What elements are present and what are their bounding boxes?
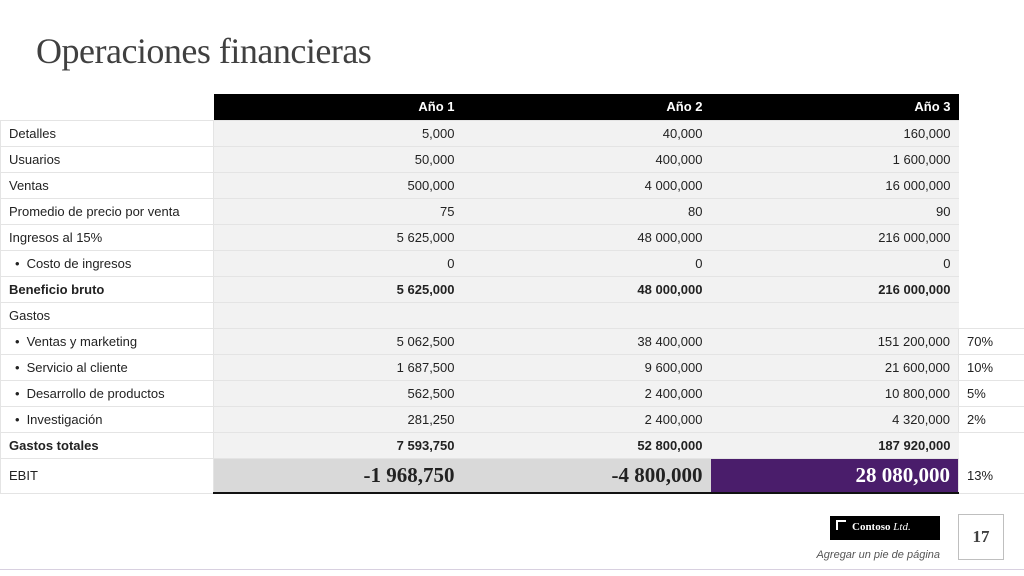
bullet-icon: • (15, 411, 20, 427)
cell-year-2: 4 000,000 (463, 172, 711, 198)
bullet-icon: • (15, 385, 20, 401)
row-label-text: Gastos (9, 307, 51, 323)
cell-year-1: 7 593,750 (214, 432, 463, 458)
cell-percent: 5% (959, 380, 1024, 406)
cell-year-3: 0 (711, 250, 959, 276)
financial-table (0, 94, 1024, 494)
table-row (1, 172, 1024, 198)
cell-year-3: 160,000 (711, 120, 959, 146)
cell-year-3: 21 600,000 (711, 354, 959, 380)
row-label (1, 302, 214, 328)
table-row (1, 224, 1024, 250)
cell-year-1: 281,250 (214, 406, 463, 432)
cell-year-1: 5 062,500 (214, 328, 463, 354)
table-header-row (1, 94, 1024, 120)
row-label-text: Promedio de precio por venta (9, 203, 180, 219)
cell-year-1: 50,000 (214, 146, 463, 172)
row-label-text: EBIT (9, 468, 38, 483)
row-label (1, 432, 214, 458)
table-row (1, 250, 1024, 276)
table-row (1, 198, 1024, 224)
cell-year-3: 216 000,000 (711, 276, 959, 302)
cell-percent (959, 432, 1024, 458)
cell-percent (959, 146, 1024, 172)
cell-year-3: 151 200,000 (711, 328, 959, 354)
table-row (1, 120, 1024, 146)
bullet-icon: • (15, 359, 20, 375)
cell-percent (959, 276, 1024, 302)
cell-year-3: 216 000,000 (711, 224, 959, 250)
cell-year-1: 1 687,500 (214, 354, 463, 380)
header-pct-blank (959, 94, 1024, 120)
row-label-text: Investigación (26, 411, 103, 427)
cell-year-3: 187 920,000 (711, 432, 959, 458)
cell-year-2: 48 000,000 (463, 224, 711, 250)
table-row (1, 354, 1024, 380)
row-label (1, 198, 214, 224)
cell-year-3: 10 800,000 (711, 380, 959, 406)
cell-percent: 10% (959, 354, 1024, 380)
company-logo (830, 516, 940, 540)
row-label (1, 354, 214, 380)
cell-year-3: 28 080,000 (711, 458, 959, 493)
cell-year-2: 48 000,000 (463, 276, 711, 302)
row-label-text: Ingresos al 15% (9, 229, 103, 245)
cell-percent: 2% (959, 406, 1024, 432)
slide-title: Operaciones financieras (36, 31, 372, 71)
row-label (1, 458, 214, 493)
cell-percent (959, 302, 1024, 328)
cell-percent: 13% (959, 458, 1024, 493)
cell-year-2: 38 400,000 (463, 328, 711, 354)
cell-year-2: -4 800,000 (463, 458, 711, 493)
page-number: 17 (958, 514, 1004, 560)
cell-year-1: 562,500 (214, 380, 463, 406)
row-label (1, 328, 214, 354)
table-row (1, 328, 1024, 354)
cell-percent (959, 250, 1024, 276)
table-row (1, 458, 1024, 493)
cell-percent (959, 172, 1024, 198)
row-label (1, 120, 214, 146)
cell-year-2: 2 400,000 (463, 380, 711, 406)
bullet-icon: • (15, 333, 20, 349)
cell-year-2: 400,000 (463, 146, 711, 172)
table-row (1, 146, 1024, 172)
table-row (1, 380, 1024, 406)
cell-year-1: 75 (214, 198, 463, 224)
cell-year-3: 90 (711, 198, 959, 224)
table-row (1, 432, 1024, 458)
cell-year-2: 9 600,000 (463, 354, 711, 380)
cell-year-3 (711, 302, 959, 328)
row-label (1, 380, 214, 406)
bullet-icon: • (15, 255, 20, 271)
cell-percent: 70% (959, 328, 1024, 354)
header-year-3: Año 3 (711, 94, 959, 120)
cell-year-1: 5,000 (214, 120, 463, 146)
cell-year-2: 2 400,000 (463, 406, 711, 432)
cell-year-1: -1 968,750 (214, 458, 463, 493)
cell-year-3: 1 600,000 (711, 146, 959, 172)
cell-percent (959, 120, 1024, 146)
table-row (1, 276, 1024, 302)
row-label-text: Servicio al cliente (26, 359, 128, 375)
header-year-2: Año 2 (463, 94, 711, 120)
logo-suffix: Ltd. (893, 521, 911, 533)
row-label-text: Usuarios (9, 151, 61, 167)
cell-year-3: 16 000,000 (711, 172, 959, 198)
cell-year-2: 40,000 (463, 120, 711, 146)
cell-year-2: 52 800,000 (463, 432, 711, 458)
logo-name: Contoso (852, 521, 891, 533)
row-label-text: Desarrollo de productos (26, 385, 165, 401)
row-label (1, 276, 214, 302)
row-label (1, 146, 214, 172)
cell-percent (959, 198, 1024, 224)
row-label-text: Gastos totales (9, 437, 99, 453)
row-label-text: Ventas (9, 177, 49, 193)
logo-corner-icon (836, 520, 846, 530)
row-label-text: Ventas y marketing (26, 333, 138, 349)
row-label (1, 250, 214, 276)
cell-year-1: 0 (214, 250, 463, 276)
cell-year-1: 500,000 (214, 172, 463, 198)
row-label (1, 172, 214, 198)
cell-year-1: 5 625,000 (214, 224, 463, 250)
cell-year-2: 80 (463, 198, 711, 224)
cell-year-2 (463, 302, 711, 328)
row-label (1, 406, 214, 432)
bottom-divider (0, 569, 1024, 570)
cell-year-2: 0 (463, 250, 711, 276)
row-label-text: Detalles (9, 125, 56, 141)
cell-year-1 (214, 302, 463, 328)
header-blank-cell (1, 94, 214, 120)
row-label (1, 224, 214, 250)
table-row (1, 302, 1024, 328)
cell-percent (959, 224, 1024, 250)
cell-year-3: 4 320,000 (711, 406, 959, 432)
footer-text: Agregar un pie de página (816, 549, 940, 561)
table-row (1, 406, 1024, 432)
cell-year-1: 5 625,000 (214, 276, 463, 302)
row-label-text: Beneficio bruto (9, 281, 105, 297)
header-year-1: Año 1 (214, 94, 463, 120)
row-label-text: Costo de ingresos (26, 255, 132, 271)
